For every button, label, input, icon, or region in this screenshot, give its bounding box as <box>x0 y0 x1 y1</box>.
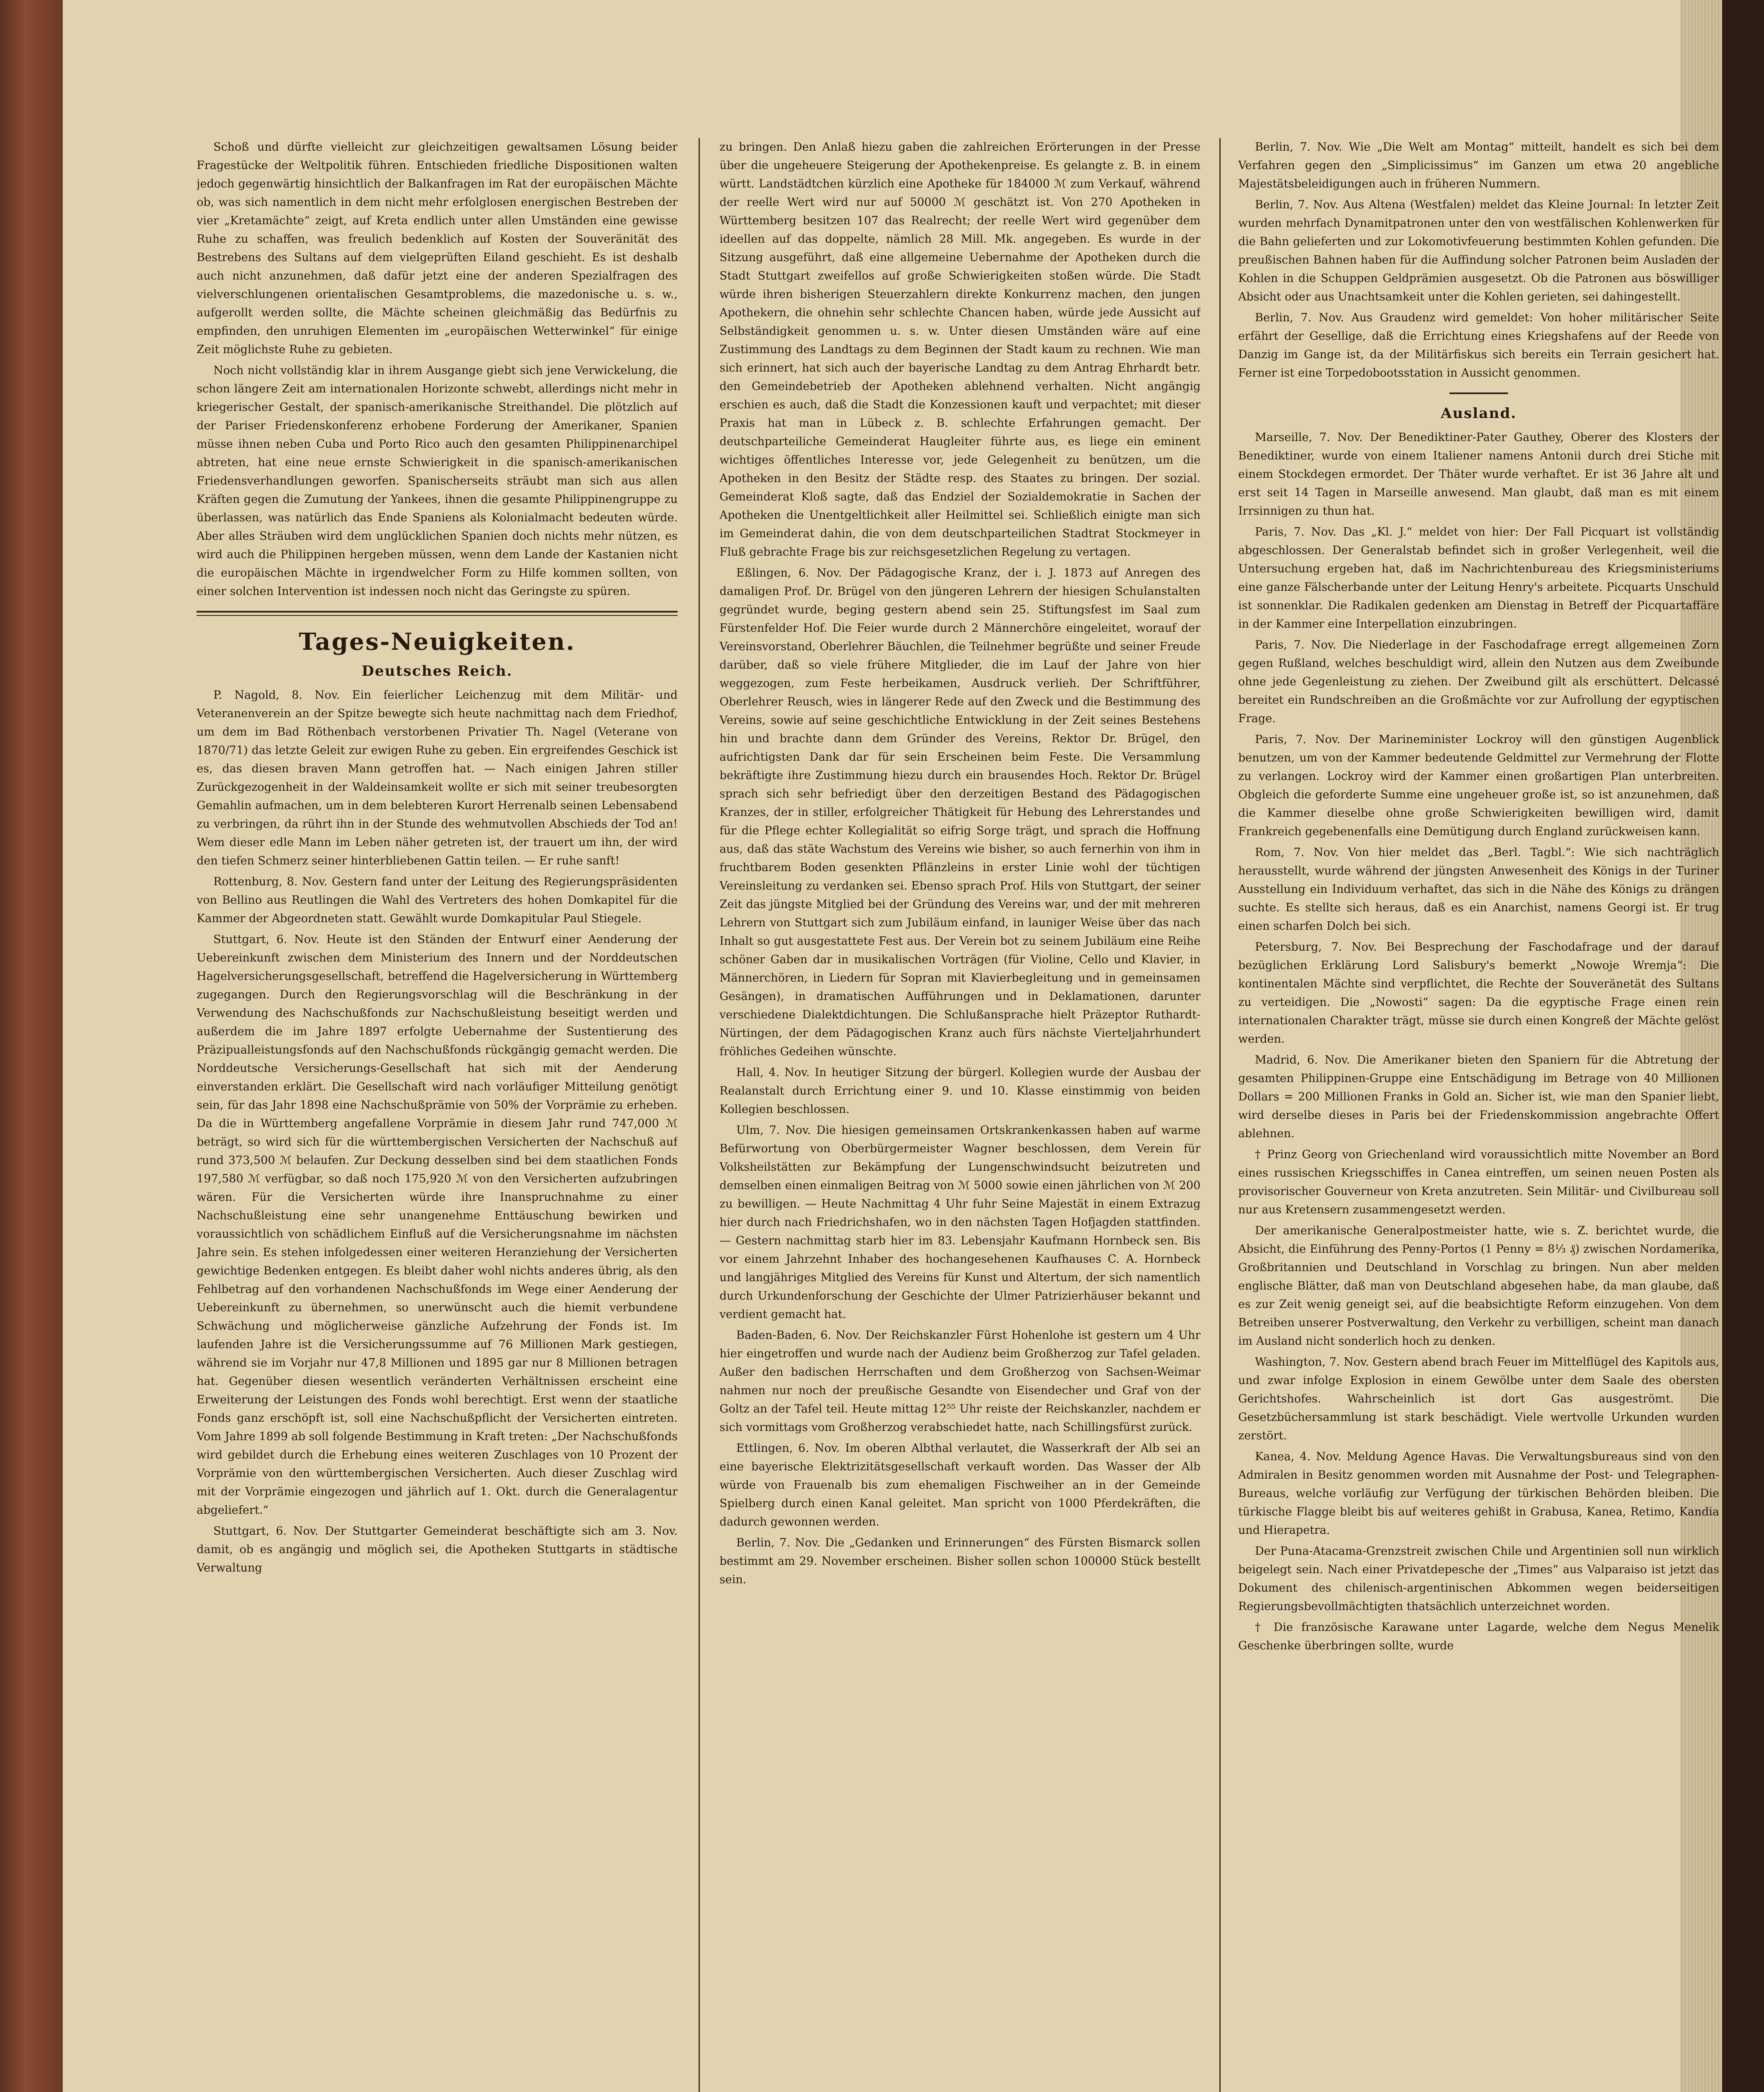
article-puna-atacama: Der Puna-Atacama-Grenzstreit zwischen Chile und Argentinien soll nun wirklich beigelegt sein. Nach einer Privatdepesche der „Times“ aus Valparaiso ist jetzt das Dokument des chilenisch-argentinischen Abkommen wegen beiderseitigen Regierungsbevollmächtigten thatsächlich unterzeichnet worden. <box>1238 1545 1719 1613</box>
section-divider <box>197 611 678 616</box>
column-3 <box>1238 138 1719 2092</box>
book-binding <box>0 0 63 2092</box>
section-title: Tages-Neuigkeiten. <box>299 628 576 656</box>
article-baden-baden: Baden-Baden, 6. Nov. Der Reichskanzler Fürst Hohenlohe ist gestern um 4 Uhr hier eingetroffen und wurde nach der Audienz beim Großherzog zur Tafel geladen. Außer den badischen Herrschaften und dem Großherzog von Sachsen-Weimar nahmen nur noch der preußische Gesandte von Eisendecher und Graf von der Goltz an der Tafel teil. Heute mittag 12⁵⁵ Uhr reiste der Reichskanzler, nachdem er sich vormittags vom Großherzog verabschiedet hatte, nach Schillingsfürst zurück. <box>719 1329 1201 1434</box>
article-paris-picquart: Paris, 7. Nov. Das „Kl. J.“ meldet von hier: Der Fall Picquart ist vollständig abgeschlossen. Der Generalstab befindet sich in großer Verlegenheit, weil die Untersuchung ergeben hat, daß im Nachrichtenbureau des Kriegsministeriums eine ganze Fälscherbande unter der Leitung Henry's arbeitete. Picquarts Unschuld ist sonnenklar. Die Radikalen gedenken am Dienstag in Betreff der Picquartaffäre in der Kammer eine Interpellation einzubringen. <box>1238 526 1719 631</box>
article-ettlingen: Ettlingen, 6. Nov. Im oberen Albthal verlautet, die Wasserkraft der Alb sei an eine bayerische Elektrizitätsgesellschaft verkauft worden. Das Wasser der Alb würde von Frauenalb bis zum ehemaligen Fischweiher an in der Gemeinde Spielberg durch einen Kanal geleitet. Man spricht von 1000 Pferdekräften, die dadurch gewonnen werden. <box>719 1442 1201 1528</box>
column-divider-1 <box>699 138 700 2092</box>
column-2 <box>719 138 1201 2092</box>
article-rom: Rom, 7. Nov. Von hier meldet das „Berl. Tagbl.“: Wie sich nachträglich herausstellt, wurde während der jüngsten Anwesenheit des Königs in der Turiner Ausstellung ein Individuum verhaftet, das sich in die Nähe des Königs zu drängen suchte. Es stellte sich heraus, daß es ein Anarchist, namens Georgi ist. Er trug einen scharfen Dolch bei sich. <box>1238 846 1719 933</box>
article-berlin-altena: Berlin, 7. Nov. Aus Altena (Westfalen) meldet das Kleine Journal: In letzter Zeit wurden mehrfach Dynamitpatronen unter den von westfälischen Kohlenwerken für die Bahn gelieferten und zur Lokomotivfeuerung bestimmten Kohlen gefunden. Die preußischen Bahnen haben für die Auffindung solcher Patronen beim Ausladen der Kohlen in die Schuppen Geldprämien ausgesetzt. Ob die Patronen aus böswilliger Absicht oder aus Unachtsamkeit unter die Kohlen gerieten, sei dahingestellt. <box>1238 198 1719 303</box>
subsection-heading-ausland: Ausland. <box>1441 405 1517 422</box>
article-marseille: Marseille, 7. Nov. Der Benediktiner-Pater Gauthey, Oberer des Klosters der Benediktiner, wurde von einem Italiener namens Antonii durch drei Stiche mit einem Stockdegen ermordet. Der Thäter wurde verhaftet. Er ist 36 Jahre alt und erst seit 14 Tagen in Marseille anwesend. Man glaubt, daß man es mit einem Irrsinnigen zu thun hat. <box>1238 431 1719 518</box>
article-washington: Washington, 7. Nov. Gestern abend brach Feuer im Mittelflügel des Kapitols aus, und zwar infolge Explosion in einem Gewölbe unter dem Saale des obersten Gerichtshofes. Wahrscheinlich ist dort Gas ausgeströmt. Die Gesetzbüchersammlung ist stark beschädigt. Viele wertvolle Urkunden wurden zerstört. <box>1238 1356 1719 1442</box>
article-apotheken-cont: zu bringen. Den Anlaß hiezu gaben die zahlreichen Erörterungen in der Presse über die ungeheuere Steigerung der Apothekenpreise. Es gelangte z. B. in einem württ. Landstädtchen kürzlich eine Apotheke für 184000 ℳ zum Verkauf, während der reelle Wert wird nur auf 50000 ℳ geschätzt ist. Von 270 Apotheken in Württemberg besitzen 107 das Realrecht; der reelle Wert wird gegenüber dem ideellen auf das doppelte, nämlich 28 Mill. Mk. angegeben. Es wurde in der Sitzung ausgeführt, daß eine allgemeine Uebernahme der Apotheken durch die Stadt Stuttgart zweifellos auf große Schwierigkeiten stoßen würde. Die Stadt würde ihren bisherigen Steuerzahlern direkte Konkurrenz machen, den jungen Apothekern, die ohnehin sehr schlechte Chancen haben, würde jede Aussicht auf Selbständigkeit genommen u. s. w. Unter diesen Umständen wäre auf eine Zustimmung des Landtags zu dem Beginnen der Stadt kaum zu rechnen. Wie man sich erinnert, hat sich auch der bayerische Landtag zu dem Antrag Ehrhardt betr. den Gemeindebetrieb der Apotheken ablehnend verhalten. Nicht angängig erschien es auch, daß die Stadt die Konzessionen kauft und verpachtet; mit dieser Praxis hat man in Lübeck z. B. schlechte Erfahrungen gemacht. Der deutschparteiliche Gemeinderat Haugleiter führte aus, es liege ein eminent wichtiges öffentliches Interesse vor, jede Gelegenheit zu benützen, um die Apotheken in den Besitz der Städte resp. des Staates zu bringen. Der sozial. Gemeinderat Kloß sagte, daß das Endziel der Sozialdemokratie in Sachen der Apotheken die Unentgeltlichkeit aller Heilmittel sei. Schließlich einigte man sich im Gemeinderat dahin, die von dem deutschparteilichen Stadtrat Stockmeyer in Fluß gebrachte Frage bis zur reichsgesetzlichen Regelung zu vertagen. <box>719 141 1201 559</box>
article-nagold: P. Nagold, 8. Nov. Ein feierlicher Leichenzug mit dem Militär- und Veteranenverein an der Spitze bewegte sich heute nachmittag nach dem Friedhof, um dem im Bad Röthenbach verstorbenen Privatier Th. Nagel (Veterane von 1870/71) das letzte Geleit zur ewigen Ruhe zu geben. Ein ergreifendes Geschick ist es, das diesen braven Mann getroffen hat. — Nach einigen Jahren stiller Zurückgezogenheit in der Waldeinsamkeit wollte er sich mit seiner treubesorgten Gemahlin aufmachen, um in dem belebteren Kurort Herrenalb seinen Lebensabend zu verbringen, da rührt ihn in der Stunde des wehmutvollen Abschieds der Tod an! Wem dieser edle Mann im Leben näher getreten ist, der trauert um ihn, der wird den tiefen Schmerz seiner hinterbliebenen Gattin teilen. — Er ruhe sanft! <box>197 689 678 867</box>
article-paris-lockroy: Paris, 7. Nov. Der Marineminister Lockroy will den günstigen Augenblick benutzen, um von der Kammer bedeutende Geldmittel zur Vermehrung der Flotte zu verlangen. Lockroy wird der Kammer einen großartigen Plan unterbreiten. Obgleich die geforderte Summe eine ungeheuer große ist, so ist anzunehmen, daß die Kammer dieselbe ohne große Schwierigkeiten bewilligen wird, damit Frankreich gegebenenfalls eine Demütigung durch England zurückweisen kann. <box>1238 733 1719 838</box>
ausland-separator <box>1449 392 1508 394</box>
article-karawane: † Die französische Karawane unter Lagarde, welche dem Negus Menelik Geschenke überbringen sollte, wurde <box>1238 1621 1719 1652</box>
article-politics-balkan: Schoß und dürfte vielleicht zur gleichzeitigen gewaltsamen Lösung beider Fragestücke der Weltpolitik führen. Entschieden friedliche Dispositionen walten jedoch gegenwärtig hinsichtlich der Balkanfragen im Rat der europäischen Mächte ob, was sich namentlich in dem nicht mehr erfolglosen energischen Bestreben der vier „Kretamächte“ zeigt, auf Kreta endlich unter allen Umständen eine gewisse Ruhe zu schaffen, was freulich bedenklich auf Kosten der Souveränität des Bestrebens des Sultans auf dem vielgeprüften Eiland geschieht. Es ist deshalb auch nicht anzunehmen, daß dafür jetzt eine der anderen Spezialfragen des vielverschlungenen orientalischen Gesamtproblems, die mazedonische u. s. w., aufgerollt werden sollte, die Mächte scheinen gleichmäßig das Bedürfnis zu empfinden, den unruhigen Elementen im „europäischen Wetterwinkel“ für einige Zeit möglichste Ruhe zu gebieten. <box>197 141 678 356</box>
column-divider-2 <box>1219 138 1221 2092</box>
article-ulm: Ulm, 7. Nov. Die hiesigen gemeinsamen Ortskrankenkassen haben auf warme Befürwortung von Oberbürgermeister Wagner beschlossen, dem Verein für Volksheilstätten zur Bekämpfung der Lungenschwindsucht beizutreten und demselben einen einmaligen Beitrag von ℳ 5000 sowie einen jährlichen von ℳ 200 zu bewilligen. — Heute Nachmittag 4 Uhr fuhr Seine Majestät in einem Extrazug hier durch nach Friedrichshafen, wo in den nächsten Tagen Hofjagden stattfinden. — Gestern nachmittag starb hier im 83. Lebensjahr Kaufmann Hornbeck sen. Bis vor einem Jahrzehnt Inhaber des hochangesehenen Kaufhauses C. A. Hornbeck und langjähriges Mitglied des Vereins für Kunst und Altertum, der sich namentlich durch Urkundenforschung der Geschichte der Ulmer Patrizierhäuser bekannt und verdient gemacht hat. <box>719 1124 1201 1321</box>
column-1 <box>197 138 678 2092</box>
article-esslingen: Eßlingen, 6. Nov. Der Pädagogische Kranz, der i. J. 1873 auf Anregen des damaligen Prof. Dr. Brügel von den jüngeren Lehrern der hiesigen Schulanstalten gegründet wurde, beging gestern abend sein 25. Stiftungsfest im Saal zum Fürstenfelder Hof. Die Feier wurde durch 2 Männerchöre eingeleitet, worauf der Vereinsvorstand, Oberlehrer Bäuchlen, die Teilnehmer begrüßte und seiner Freude darüber, daß so viele frühere Mitglieder, die im Lauf der Jahre von hier weggezogen, zum Feste herbeikamen, Ausdruck verlieh. Der Schriftführer, Oberlehrer Reusch, wies in längerer Rede auf den Zweck und die Bestimmung des Vereins, sowie auf seine geschichtliche Entwicklung in der Zeit seines Bestehens hin und brachte dann dem Gründer des Vereins, Rektor Dr. Brügel, den aufrichtigsten Dank dar für sein Erscheinen beim Feste. Die Versammlung bekräftigte ihre Zustimmung hiezu durch ein brausendes Hoch. Rektor Dr. Brügel sprach sich sehr befriedigt über den derzeitigen Bestand des Pädagogischen Kranzes, der in stiller, erfolgreicher Thätigkeit für Hebung des Lehrerstandes und für die Pflege echter Kollegialität so eifrig Sorge trägt, und sprach die Hoffnung aus, daß das stäte Wachstum des Vereins wie bisher, so auch fernerhin von ihm in fruchtbarem Boden gesenkten Pflänzleins in erster Linie wohl der tüchtigen Vereinsleitung zu verdanken sei. Ebenso sprach Prof. Hils von Stuttgart, der seiner Zeit das jüngste Mitglied bei der Gründung des Vereins war, und der mit mehreren Lehrern von Stuttgart sich zum Jubiläum einfand, in launiger Weise über das nach Inhalt so gut ausgestattete Fest aus. Der Verein bot zu seinem Jubiläum eine Reihe schöner Gaben dar in musikalischen Vorträgen (für Violine, Cello und Klavier, in Männerchören, in Liedern für Sopran mit Klavierbegleitung und in gemeinsamen Gesängen), in dramatischen Aufführungen und in Deklamationen, darunter verschiedene Dialektdichtungen. Die Schlußansprache hielt Präzeptor Ruthardt-Nürtingen, der dem Pädagogischen Kranz auch fürs nächste Vierteljahrhundert fröhliches Gedeihen wünschte. <box>719 567 1201 1058</box>
article-stuttgart-apotheken: Stuttgart, 6. Nov. Der Stuttgarter Gemeinderat beschäftigte sich am 3. Nov. damit, ob es angängig und möglich sei, die Apotheken Stuttgarts in städtische Verwaltung <box>197 1525 678 1574</box>
article-kanea: Kanea, 4. Nov. Meldung Agence Havas. Die Verwaltungsbureaus sind von den Admiralen in Besitz genommen worden mit Ausnahme der Post- und Telegraphen-Bureaus, welche vorläufig zur Verfügung der türkischen Behörden bleiben. Die türkische Flagge bleibt bis auf weiteres gehißt in Grabusa, Kanea, Retimo, Kandia und Hierapetra. <box>1238 1450 1719 1537</box>
article-berlin-graudenz: Berlin, 7. Nov. Aus Graudenz wird gemeldet: Von hoher militärischer Seite erfährt der Gesellige, daß die Errichtung eines Kriegshafens auf der Reede von Danzig im Gange ist, da der Militärfiskus sich bereits ein Terrain gesichert hat. Ferner ist eine Torpedobootsstation in Aussicht genommen. <box>1238 311 1719 379</box>
article-politics-spain: Noch nicht vollständig klar in ihrem Ausgange giebt sich jene Verwickelung, die schon längere Zeit am internationalen Horizonte schwebt, allerdings nicht mehr in kriegerischer Gestalt, der spanisch-amerikanische Streithandel. Die plötzlich auf der Pariser Friedenskonferenz erhobene Forderung der Amerikaner, Spanien müsse ihnen neben Cuba und Porto Rico auch den gesamten Philippinenarchipel abtreten, hat eine neue ernste Schwierigkeit in die spanisch-amerikanischen Friedensverhandlungen geworfen. Spanischerseits sträubt man sich aus allen Kräften gegen die Zumutung der Yankees, ihnen die gesamte Philippinengruppe zu überlassen, was natürlich das Ende Spaniens als Kolonialmacht bedeuten würde. Aber alles Sträuben wird dem unglücklichen Spanien doch nichts mehr nützen, es wird auch die Philippinen hergeben müssen, wenn dem Lande der Kastanien nicht die europäischen Mächte in irgendwelcher Form zu Hilfe kommen sollten, von einer solchen Intervention ist indessen noch nicht das Geringste zu spüren. <box>197 364 678 598</box>
article-petersburg: Petersburg, 7. Nov. Bei Besprechung der Faschodafrage und der darauf bezüglichen Erklärung Lord Salisbury's bemerkt „Nowoje Wremja“: Die kontinentalen Mächte sind verpflichtet, die Rechte der Souveränetät des Sultans zu verteidigen. Die „Nowosti“ sagen: Da die egyptische Frage einen rein internationalen Charakter trägt, müsse sie durch einen Kongreß der Mächte gelöst werden. <box>1238 941 1719 1046</box>
article-madrid: Madrid, 6. Nov. Die Amerikaner bieten den Spaniern für die Abtretung der gesamten Philippinen-Gruppe eine Entschädigung im Betrage von 40 Millionen Dollars = 200 Millionen Franks in Gold an. Sicher ist, wie man den Spanier liebt, wird derselbe dieses in Paris bei der Friedenskommission angebrachte Offert ablehnen. <box>1238 1054 1719 1140</box>
article-paris-faschoda: Paris, 7. Nov. Die Niederlage in der Faschodafrage erregt allgemeinen Zorn gegen Rußland, welches beschuldigt wird, allein den Nutzen aus dem Zweibunde ohne jede Gegenleistung zu ziehen. Der Zweibund gilt als erschüttert. Delcassé bereitet ein Rundschreiben an die Großmächte vor zur Aufrollung der egyptischen Frage. <box>1238 638 1719 725</box>
article-berlin-simplicissimus: Berlin, 7. Nov. Wie „Die Welt am Montag“ mitteilt, handelt es sich bei dem Verfahren gegen den „Simplicissimus“ im Ganzen um etwa 20 angebliche Majestätsbeleidigungen auch in früheren Nummern. <box>1238 141 1719 190</box>
article-prinz-georg: † Prinz Georg von Griechenland wird voraussichtlich mitte November an Bord eines russischen Kriegsschiffes in Canea eintreffen, um seinen neuen Posten als provisorischer Gouverneur von Kreta anzutreten. Sein Militär- und Civilbureau soll nur aus Kretensern zusammengesetzt werden. <box>1238 1148 1719 1216</box>
article-berlin-bismarck: Berlin, 7. Nov. Die „Gedanken und Erinnerungen“ des Fürsten Bismarck sollen bestimmt am 29. November erscheinen. Bisher sollen schon 100000 Stück bestellt sein. <box>719 1536 1201 1586</box>
article-stuttgart-hagel: Stuttgart, 6. Nov. Heute ist den Ständen der Entwurf einer Aenderung der Uebereinkunft zwischen dem Ministerium des Innern und der Norddeutschen Hagelversicherungsgesellschaft, betreffend die Hagelversicherung in Württemberg zugegangen. Durch den Regierungsvorschlag will die Beschränkung in der Verwendung des Nachschußfonds zur Nachschußleistung beseitigt werden und außerdem die im Jahre 1897 erfolgte Uebernahme der Sustentierung des Präzipualleistungsfonds auf den Nachschußfonds rückgängig gemacht werden. Die Norddeutsche Versicherungs-Gesellschaft hat sich mit der Aenderung einverstanden erklärt. Die Gesellschaft wird nach vorläufiger Mitteilung genötigt sein, für das Jahr 1898 eine Nachschußprämie von 50% der Vorprämie zu erheben. Da die in Württemberg angefallene Vorprämie in diesem Jahr rund 747,000 ℳ beträgt, so wird sich für die württembergischen Versicherten der Nachschuß auf rund 373,500 ℳ belaufen. Zur Deckung desselben sind bei dem staatlichen Fonds 197,580 ℳ verfügbar, so daß noch 175,920 ℳ von den Versicherten aufzubringen wären. Für die Versicherten würde ihre Inanspruchnahme zu einer Nachschußleistung eine sehr unangenehme Enttäuschung bewirken und voraussichtlich von schädlichem Einfluß auf die Versicherungsnahme im nächsten Jahre sein. Es stehen infolgedessen einer weiteren Heranziehung der Versicherten gewichtige Bedenken entgegen. Es bleibt daher wohl nichts anderes übrig, als den Fehlbetrag auf den vorhandenen Nachschußfonds im Wege einer Aenderung der Uebereinkunft zu übernehmen, so unerwünscht auch die hiemit verbundene Schwächung und möglicherweise gänzliche Aufzehrung der Fonds ist. Im laufenden Jahre ist die Versicherungssumme auf 76 Millionen Mark gestiegen, während sie im Vorjahr nur 47,8 Millionen und 1895 gar nur 8 Millionen betragen hat. Gegenüber diesen wesentlich veränderten Verhältnissen erscheint eine Erweiterung der Leistungen des Fonds wohl berechtigt. Erst wenn der staatliche Fonds ganz erschöpft ist, soll eine Nachschußpflicht der Versicherten eintreten. Vom Jahre 1899 ab soll folgende Bestimmung in Kraft treten: „Der Nachschußfonds wird gebildet durch die Erhebung eines weiteren Zuschlages von 10 Prozent der Vorprämie von den württembergischen Versicherten. Auch dieser Zuschlag wird mit der Vorprämie eingezogen und jährlich auf 1. Okt. durch die Generalagentur abgeliefert.“ <box>197 933 678 1517</box>
article-penny-porto: Der amerikanische Generalpostmeister hatte, wie s. Z. berichtet wurde, die Absicht, die Einführung des Penny-Portos (1 Penny = 8⅓ ₰) zwischen Nordamerika, Großbritannien und Deutschland in Vorschlag zu bringen. Nun aber melden englische Blätter, daß man von Deutschland abgesehen habe, da man glaube, daß es zur Zeit wenig geneigt sei, auf die beabsichtigte Reform einzugehen. Von dem Betreiben unserer Postverwaltung, den Verkehr zu verbilligen, scheint man danach im Ausland nicht sonderlich hoch zu denken. <box>1238 1224 1719 1348</box>
article-hall: Hall, 4. Nov. In heutiger Sitzung der bürgerl. Kollegien wurde der Ausbau der Realanstalt durch Errichtung einer 9. und 10. Klasse einstimmig von beiden Kollegien beschlossen. <box>719 1066 1201 1116</box>
article-rottenburg: Rottenburg, 8. Nov. Gestern fand unter der Leitung des Regierungspräsidenten von Bellino aus Reutlingen die Wahl des Vertreters des hohen Domkapitel für die Kammer der Abgeordneten statt. Gewählt wurde Domkapitular Paul Stiegele. <box>197 875 678 925</box>
subsection-heading-reich: Deutsches Reich. <box>361 663 513 679</box>
